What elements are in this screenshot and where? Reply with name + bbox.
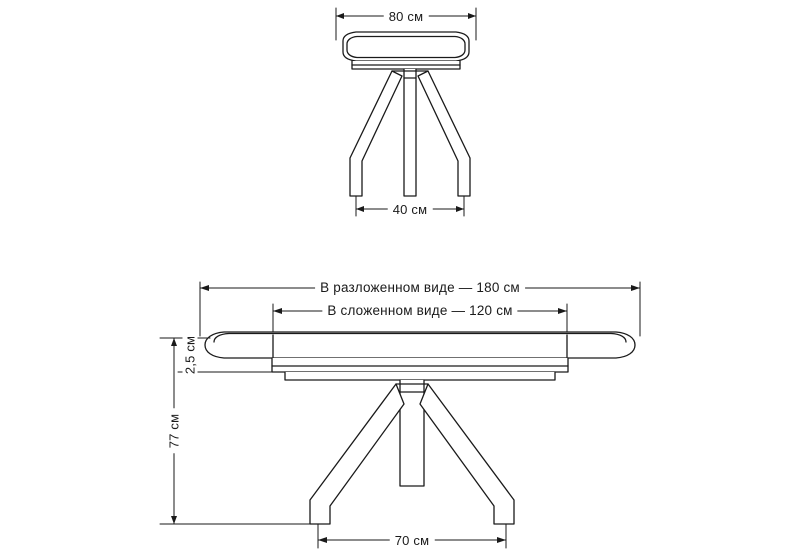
dim-label-width-top: 80 см xyxy=(384,9,429,24)
dim-label-extended-length: В разложенном виде — 180 см xyxy=(315,280,525,295)
tabletop-front-view xyxy=(205,332,635,380)
dim-label-total-height: 77 см xyxy=(167,409,182,454)
dim-label-base-top: 40 см xyxy=(388,202,433,217)
dim-label-folded-length: В сложенном виде — 120 см xyxy=(322,303,517,318)
table-base-top-view xyxy=(350,69,470,196)
table-base-front-view xyxy=(310,380,514,524)
dim-label-base-front: 70 см xyxy=(390,533,435,548)
tabletop-top-view xyxy=(343,32,469,69)
dim-label-tabletop-thickness: 2,5 см xyxy=(183,331,198,379)
